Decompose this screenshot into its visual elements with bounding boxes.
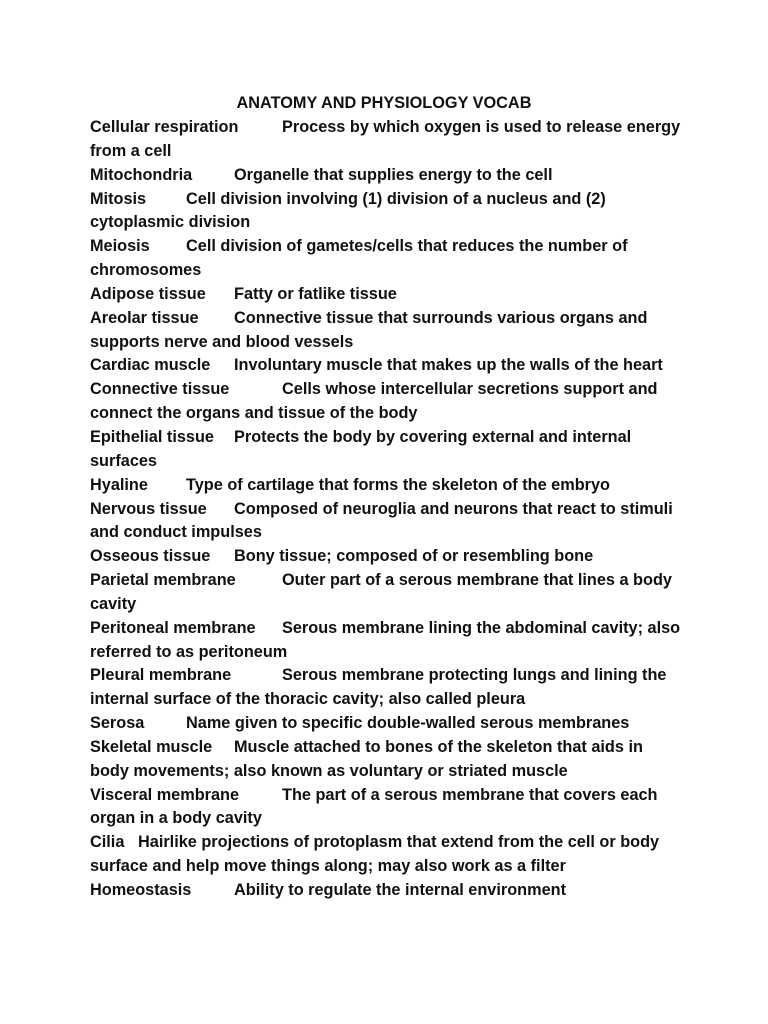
vocab-definition: Connective tissue that surrounds various organs and supports nerve and blood vessels [90,308,648,351]
vocab-definition: Name given to specific double-walled serous membranes [186,714,630,733]
vocab-term: Parietal membrane [90,571,236,590]
vocab-definition: Hairlike projections of protoplasm that extend from the cell or body surface and help move things along; may also work as a filter [90,833,660,876]
vocab-entry [90,545,682,569]
vocab-entry [90,569,682,617]
vocab-term: Osseous tissue [90,547,211,566]
vocab-definition: Composed of neuroglia and neurons that react to stimuli and conduct impulses [90,499,673,542]
vocab-definition: The part of a serous membrane that covers each organ in a body cavity [90,785,658,828]
vocab-list [90,116,682,903]
vocab-entry [90,664,682,712]
vocab-entry [90,116,682,164]
vocab-definition: Ability to regulate the internal environment [234,881,567,899]
vocab-term: Hyaline [90,475,148,494]
vocab-entry [90,712,682,736]
vocab-definition: Bony tissue; composed of or resembling bone [234,547,594,566]
vocab-entry [90,354,682,378]
vocab-term: Connective tissue [90,380,230,399]
vocab-definition: Serous membrane lining the abdominal cavity; also referred to as peritoneum [90,618,681,661]
vocab-entry [90,474,682,498]
vocab-definition: Type of cartilage that forms the skeleton of the embryo [186,475,610,494]
vocab-entry [90,879,682,903]
vocab-entry [90,617,682,665]
vocab-definition: Serous membrane protecting lungs and lining the internal surface of the thoracic cavity; also called pleura [90,666,667,709]
vocab-definition: Cell division of gametes/cells that reduces the number of chromosomes [90,237,628,280]
vocab-entry [90,188,682,236]
vocab-definition: Involuntary muscle that makes up the walls of the heart [234,356,663,375]
vocab-definition: Organelle that supplies energy to the cell [234,165,553,184]
vocab-entry [90,426,682,474]
vocab-entry [90,164,682,188]
vocab-entry [90,498,682,546]
vocab-definition: Outer part of a serous membrane that lines a body cavity [90,571,672,613]
vocab-term: Areolar tissue [90,308,199,327]
vocab-definition: Fatty or fatlike tissue [234,284,397,303]
vocab-entry [90,831,682,879]
vocab-term: Visceral membrane [90,785,240,804]
vocab-definition: Protects the body by covering external and internal surfaces [90,427,632,470]
vocab-term: Mitosis [90,189,147,208]
vocab-term: Epithelial tissue [90,427,214,446]
vocab-term: Pleural membrane [90,666,232,685]
vocab-entry [90,235,682,283]
vocab-definition: Cells whose intercellular secretions support and connect the organs and tissue of the body [90,380,658,423]
vocab-term: Adipose tissue [90,284,206,303]
vocab-term: Meiosis [90,237,150,256]
vocab-term: Homeostasis [90,881,192,899]
vocab-definition: Process by which oxygen is used to release energy from a cell [90,118,681,160]
vocab-entry [90,283,682,307]
vocab-term: Serosa [90,714,145,733]
page-title: ANATOMY AND PHYSIOLOGY VOCAB [236,94,532,112]
vocab-term: Skeletal muscle [90,737,213,756]
vocab-entry [90,784,682,832]
vocab-entry [90,736,682,784]
vocab-term: Mitochondria [90,165,193,184]
vocab-term: Cilia [90,833,125,852]
vocab-entry [90,378,682,426]
vocab-term: Nervous tissue [90,499,207,518]
vocab-term: Cellular respiration [90,118,239,136]
vocab-term: Cardiac muscle [90,356,211,375]
vocab-definition: Muscle attached to bones of the skeleton that aids in body movements; also known as voluntary or striated muscle [90,737,643,780]
vocab-definition: Cell division involving (1) division of a nucleus and (2) cytoplasmic division [90,189,606,232]
vocab-term: Peritoneal membrane [90,618,256,637]
vocab-entry [90,307,682,355]
